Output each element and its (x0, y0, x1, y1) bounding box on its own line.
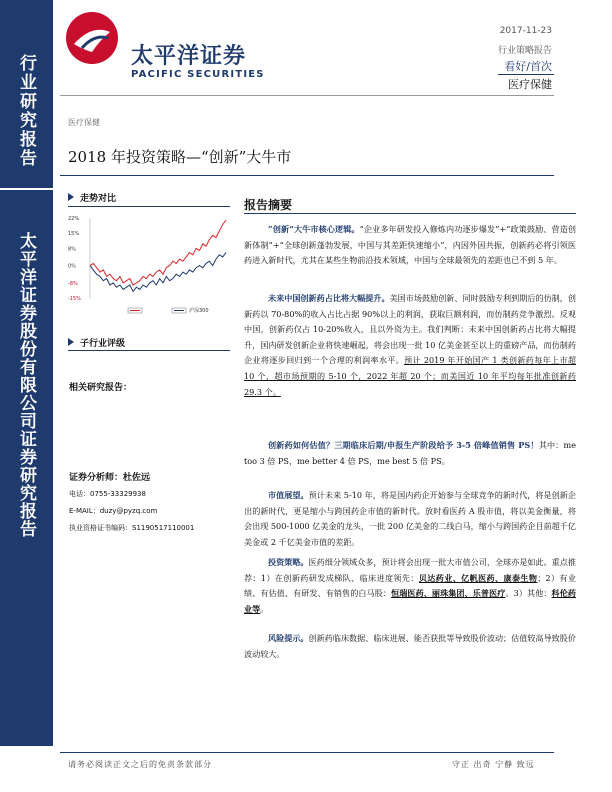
company-name-cn: 太平洋证券 (131, 44, 247, 69)
top-rule (60, 95, 554, 96)
sub-rating-rule (68, 350, 230, 351)
report-date: 2017-11-23 (499, 26, 552, 36)
company-logo-icon (64, 10, 120, 66)
analyst-heading: 证券分析师：杜佐远 (69, 473, 151, 483)
sector: 医疗保健 (508, 78, 552, 91)
paragraph-market-cap: 市值展望。预计未来 5-10 年，将是国内药企开始参与全球竞争的新时代，将是创新企出的新时代，更是缩小与跨国药企市值的新时代。放时看医药 A 股市值，将以美金衡量，将会出现 500-1000 亿美金的龙头，一批 200 亿美金的二线白马，缩小与跨国药企目前超千亿美金或 2 千亿美金市值的差距。 (244, 490, 576, 547)
series-line-1 (90, 253, 226, 292)
forecast-underline: 预计 2019 年开始国产 1 类创新药每年上市超 10 个，超市场预期的 5-10 个，2022 年超 20 个；而美国近 10 年平均每年批准创新药 29.3 个。 (244, 355, 576, 397)
strategy-highlight: 投资策略。 (268, 557, 309, 567)
analyst-email: E-MAIL：duzy@pyzq.com (69, 507, 158, 515)
footer-rule (60, 752, 554, 753)
valuation-highlight: 创新药如何估值？三期临床后期/申报生产阶段给予 3-5 倍峰值销售 PS！ (268, 440, 539, 450)
paragraph-strategy: 投资策略。医药细分领域众多，预计将会出现一批大市值公司，全球亦是如此。重点推荐：1）在创新药研发成梯队、临床进度领先：贝达药业、亿帆医药、康泰生物；2）有业绩、有估值、有研发、有销售的白马股：恒瑞医药、丽珠集团、乐普医疗。3）其他：科伦药业等。 (244, 557, 576, 614)
paragraph-risk: 风险提示。创新药临床数据、临床进展、能否获批等导致股价波动；估值较高导致股价波动较大。 (244, 633, 576, 659)
abstract-title: 报告摘要 (244, 198, 293, 212)
report-title: 2018 年投资策略—“创新”大牛市 (68, 148, 292, 166)
trend-rule (68, 206, 230, 207)
side-label-top: 行业研究报告 (16, 54, 36, 168)
y-tick-label: 22% (68, 216, 80, 222)
side-divider (0, 188, 53, 190)
y-tick-label: -8% (68, 280, 78, 287)
risk-highlight: 风险提示。 (268, 633, 309, 643)
sub-rating-heading: 子行业评级 (80, 339, 126, 349)
trend-chart (68, 212, 230, 324)
bullet-icon (68, 338, 74, 346)
y-tick-label: 8% (68, 246, 76, 253)
rating: 看好/首次 (504, 60, 552, 73)
core-logic-highlight: “创新”大牛市核心逻辑。 (268, 224, 360, 234)
market-cap-highlight: 市值展望。 (268, 490, 309, 500)
y-tick-label: -15% (68, 296, 81, 302)
header-rule (498, 74, 554, 75)
bullet-icon (68, 193, 74, 201)
paragraph-core-logic: “创新”大牛市核心逻辑。“企业多年研发投入修炼内功逐步爆发”+“政策鼓励、营造创新体制”+“全球创新蓬勃发展，中国与其差距快速缩小”，内因外因共振，创新药必将引领医药进入新时代，尤其在某些生物前沿技术领域，中国与全球最领先的差距也已不到 5 年。 (244, 224, 577, 266)
legend-label: 沪深300 (189, 308, 209, 314)
paragraph-valuation: 创新药如何估值？三期临床后期/申报生产阶段给予 3-5 倍峰值销售 PS！其中：me too 3 倍 PS，me better 4 倍 PS，me best 5 倍 PS。 (244, 440, 577, 466)
analyst-cert: 执业资格证书编码：S1190517110001 (69, 524, 195, 532)
sector-tag: 医疗保健 (68, 118, 100, 127)
footer-disclaimer: 请务必阅读正文之后的免责条款部分 (68, 760, 212, 769)
side-label-bottom: 太平洋证券股份有限公司证券研究报告 (16, 232, 36, 538)
picks-bluechip: 恒瑞医药、丽珠集团、乐普医疗 (391, 588, 506, 599)
paragraph-innovation-share: 未来中国创新药占比将大幅提升。美国市场鼓励创新、同时鼓励专利到期后的仿制，创新药以 70-80%的收入占比占据 90%以上的利润，获取巨额利润，而仿制药竞争激烈。反观中国，创新药仅占 10-20%收入，且以外资为主。我们判断：未来中国创新药占比将大幅提升，国内研发创新企业将快速崛起，将会出现一批 10 亿美金甚至以上的重磅产品，而仿制药企业将逐步回归到一个合理的利润率水平。预计 2019 年开始国产 1 类创新药每年上市超 10 个，超市场预期的 5-10 个，2022 年超 20 个；而美国近 10 年平均每年批准创新药 29.3 个。 (244, 293, 576, 397)
y-tick-label: 0% (68, 263, 76, 270)
abstract-rule (244, 213, 576, 214)
title-rule (60, 175, 554, 176)
related-heading: 相关研究报告： (69, 383, 133, 393)
footer-motto: 守正 出奇 宁静 致远 (452, 760, 535, 769)
picks-innovation: 贝达药业、亿帆医药、康泰生物 (418, 572, 538, 583)
y-tick-label: 15% (68, 231, 80, 238)
analyst-phone: 电话：0755-33329938 (69, 490, 146, 498)
innovation-share-highlight: 未来中国创新药占比将大幅提升。 (268, 293, 390, 303)
picks-other: 科伦药业等 (244, 588, 576, 614)
trend-heading: 走势对比 (80, 194, 117, 204)
company-name-en: PACIFIC SECURITIES (131, 69, 265, 80)
series-line-0 (90, 220, 226, 285)
report-type: 行业策略报告 (497, 46, 552, 56)
